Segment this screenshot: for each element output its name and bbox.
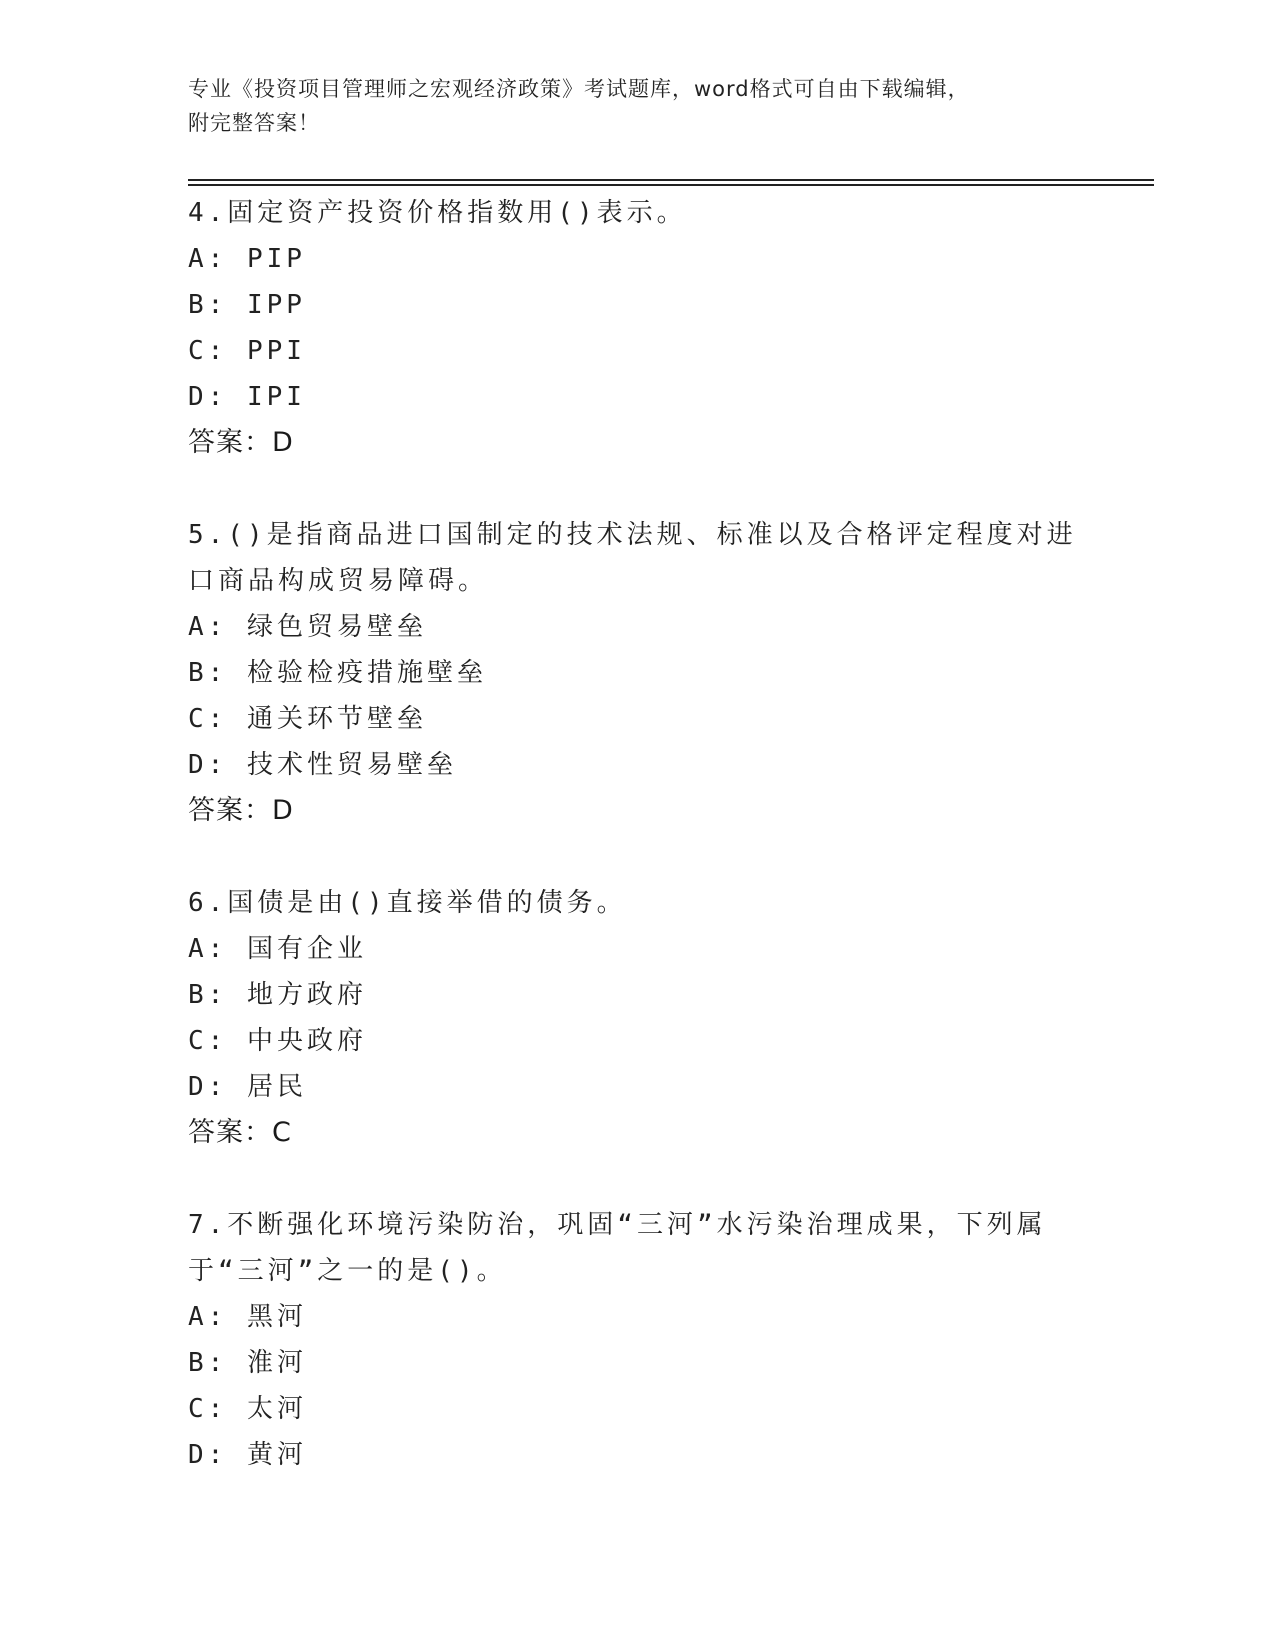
option-d: D: 居民 [188,1072,307,1102]
answer-line: 答案：C [188,1117,292,1148]
header-divider-top [188,179,1154,181]
header-divider-bottom [188,184,1154,186]
document-header [188,72,1068,140]
option-c: C: 中央政府 [188,1026,367,1056]
answer-line: 答案：D [188,427,294,458]
option-d: D: 黄河 [188,1440,307,1470]
question-4 [188,190,1088,466]
answer-line: 答案：D [188,795,294,826]
question-5 [188,512,1088,834]
option-b: B: 地方政府 [188,980,367,1010]
option-c: C: 太河 [188,1394,307,1424]
option-c: C: PPI [188,336,306,366]
question-text: 4.固定资产投资价格指数用()表示。 [188,198,687,228]
question-text: 7.不断强化环境污染防治，巩固“三河”水污染治理成果，下列属于“三河”之一的是()。 [188,1210,1047,1286]
option-a: A: 黑河 [188,1302,307,1332]
header-line-2: 附完整答案！ [188,111,320,135]
header-line-1: 专业《投资项目管理师之宏观经济政策》考试题库，word格式可自由下载编辑， [188,77,970,101]
question-list [188,190,1088,1478]
option-b: B: 检验检疫措施壁垒 [188,658,487,688]
question-6 [188,880,1088,1156]
option-a: A: PIP [188,244,306,274]
option-a: A: 国有企业 [188,934,367,964]
option-c: C: 通关环节壁垒 [188,704,427,734]
question-text: 6.国债是由()直接举借的债务。 [188,888,627,918]
question-text: 5.()是指商品进口国制定的技术法规、标准以及合格评定程度对进口商品构成贸易障碍。 [188,520,1077,596]
option-b: B: 淮河 [188,1348,307,1378]
option-d: D: IPI [188,382,306,412]
question-7 [188,1202,1088,1478]
option-b: B: IPP [188,290,306,320]
option-a: A: 绿色贸易壁垒 [188,612,427,642]
option-d: D: 技术性贸易壁垒 [188,750,457,780]
